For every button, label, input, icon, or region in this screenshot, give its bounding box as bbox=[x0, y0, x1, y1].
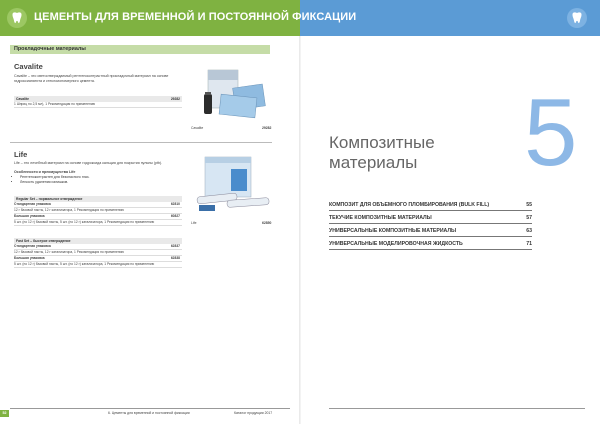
life-table-regular bbox=[14, 196, 182, 226]
table-header: Cavalite 29282 bbox=[16, 97, 180, 101]
section-title: Прокладочные материалы bbox=[14, 46, 86, 52]
life-features-title: Особенности и преимущества Life bbox=[14, 170, 76, 174]
footer-rule bbox=[10, 408, 290, 409]
product-code: 29282 bbox=[170, 97, 180, 101]
product-code: 62810 bbox=[170, 202, 180, 206]
life-features-list bbox=[14, 175, 190, 185]
life-table-fast bbox=[14, 238, 182, 268]
cavalite-caption-code: 29282 bbox=[262, 126, 272, 130]
product-code: 62837 bbox=[170, 244, 180, 248]
page-number: 52 bbox=[2, 411, 7, 415]
life-caption-code: 62850 bbox=[262, 221, 272, 225]
list-item: • Легкость удаления излишков. bbox=[20, 180, 190, 185]
product-code: 62838 bbox=[170, 256, 180, 260]
tooth-icon bbox=[6, 7, 28, 29]
table-row: Большая упаковка 60827 bbox=[14, 214, 180, 218]
toc-item[interactable]: УНИВЕРСАЛЬНЫЕ КОМПОЗИТНЫЕ МАТЕРИАЛЫ 63 bbox=[329, 227, 532, 237]
table-row: 1 Шприц по 2,5 мл), 1 Рекомендация по применению bbox=[14, 102, 182, 108]
table-row: Большая упаковка 62838 bbox=[14, 256, 180, 260]
life-caption-name: Life bbox=[191, 221, 197, 225]
footer-catalog: Каталог продукции 2017 bbox=[234, 411, 273, 415]
table-row: 12 г базовой пасты, 12 г катализатора, 1 Рекомендация по применению bbox=[14, 208, 182, 214]
footer-section: 6. Цементы для временной и постоянной фиксации bbox=[108, 411, 190, 415]
life-description: Life – это лечебный материал на основе гидроксида кальция для покрытия пульпы (рtb). bbox=[14, 161, 163, 165]
table-header: Regular Set – нормальное отверждение bbox=[14, 196, 182, 202]
toc-page-number: 55 bbox=[526, 202, 532, 208]
cavalite-description: Cavalite – это светоотверждаемый рентгеноконтрастный прокладочный материал на основе гидроксиапатита и стеклоиономерного цемента. bbox=[14, 74, 169, 83]
cavalite-caption-name: Cavalite bbox=[191, 126, 204, 130]
table-row: Стандартная упаковка 62810 bbox=[14, 202, 180, 206]
toc-page-number: 63 bbox=[526, 228, 532, 234]
life-heading: Life bbox=[14, 150, 28, 159]
cavalite-heading: Cavalite bbox=[14, 62, 43, 71]
list-item: • Рентгеноконтрастен для безопасного глаз. bbox=[20, 175, 190, 180]
tooth-icon bbox=[566, 7, 588, 29]
header-title: ЦЕМЕНТЫ ДЛЯ ВРЕМЕННОЙ И ПОСТОЯННОЙ ФИКСАЦИИ bbox=[34, 11, 357, 23]
chapter-number: 5 bbox=[524, 79, 578, 186]
divider bbox=[10, 142, 272, 143]
cavalite-table bbox=[14, 96, 182, 108]
life-product-image bbox=[191, 155, 275, 215]
table-row: Стандартная упаковка 62837 bbox=[14, 244, 180, 248]
toc-item[interactable]: ТЕКУЧИЕ КОМПОЗИТНЫЕ МАТЕРИАЛЫ 57 bbox=[329, 214, 532, 224]
chapter-title: Композитные материалы bbox=[329, 133, 435, 172]
toc-page-number: 57 bbox=[526, 215, 532, 221]
product-code: 60827 bbox=[170, 214, 180, 218]
page-spine bbox=[299, 36, 301, 424]
table-row: 5 шт. (по 12 г) базовой пасты, 5 шт. (по 12 г) катализатора, 1 Рекомендация по применению bbox=[14, 262, 182, 268]
table-row: 5 шт. (по 12 г) базовой пасты, 5 шт. (по 12 г) катализатора, 1 Рекомендация по применению bbox=[14, 220, 182, 226]
table-header: Fast Set – быстрое отверждение bbox=[14, 238, 182, 244]
toc-item[interactable]: УНИВЕРСАЛЬНЫЕ МОДЕЛИРОВОЧНАЯ ЖИДКОСТЬ 71 bbox=[329, 240, 532, 250]
table-row: 12 г базовой пасты, 12 г катализатора, 1 Рекомендация по применению bbox=[14, 250, 182, 256]
footer-rule bbox=[329, 408, 585, 409]
toc-item[interactable]: КОМПОЗИТ ДЛЯ ОБЪЕМНОГО ПЛОМБИРОВАНИЯ (BULK FILL) 55 bbox=[329, 201, 532, 211]
cavalite-product-image bbox=[190, 66, 272, 122]
toc-page-number: 71 bbox=[526, 241, 532, 247]
